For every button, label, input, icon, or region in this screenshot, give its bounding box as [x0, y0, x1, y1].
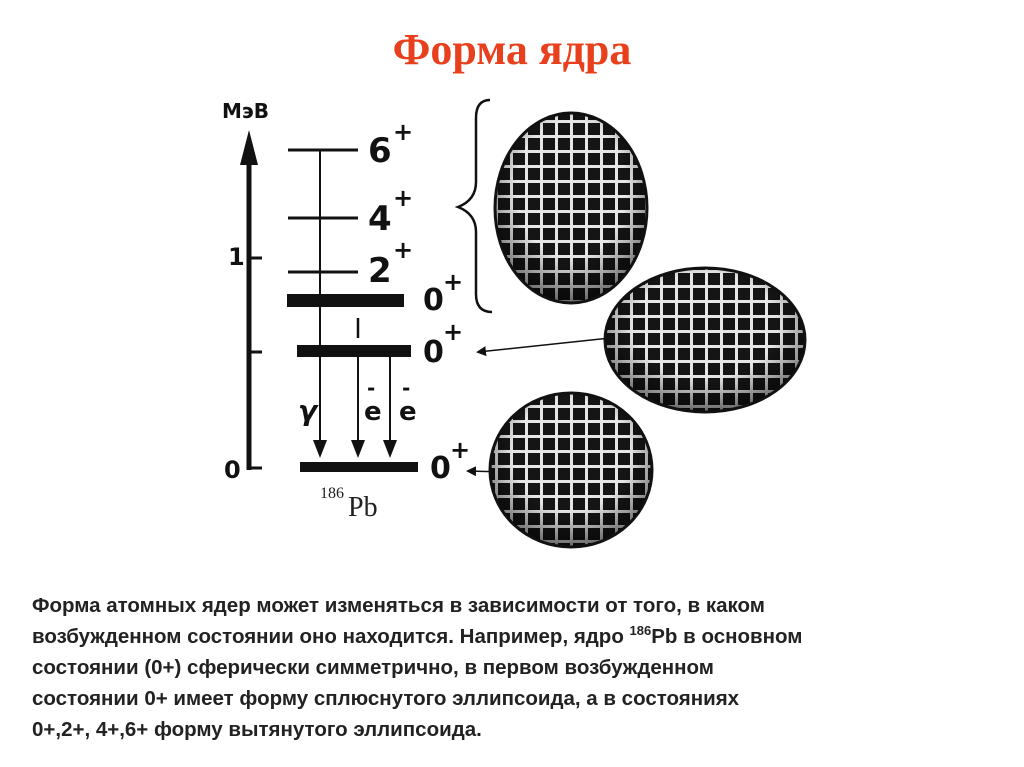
level-label-2	[368, 236, 413, 291]
caption-line: возбужденном состоянии оно находится. Например, ядро $^{186}$Pb в основном	[32, 623, 803, 648]
caption-line: Форма атомных ядер может изменяться в зависимости от того, в каком	[32, 594, 765, 617]
svg-text:2: 2	[368, 251, 392, 291]
level-label-0-third	[423, 268, 463, 318]
svg-text:e: e	[364, 397, 382, 427]
gamma-label: γ	[298, 394, 318, 427]
svg-text:0: 0	[423, 283, 444, 318]
svg-text:0: 0	[430, 451, 451, 486]
level-0-plus-first	[297, 345, 411, 357]
svg-text:+: +	[393, 118, 414, 146]
level-label-0-ground	[430, 436, 470, 486]
axis-tick-zero: 0	[224, 456, 241, 484]
electron-label-2	[399, 376, 417, 427]
axis-tick-one: 1	[228, 243, 245, 271]
svg-text:Pb: Pb	[348, 492, 378, 523]
spherical-nucleus-sphere	[490, 393, 652, 547]
level-label-4	[368, 184, 413, 239]
svg-text:4: 4	[368, 199, 392, 239]
caption-line: состоянии 0+ имеет форму сплюснутого эллипсоида, а в состояниях	[32, 687, 740, 710]
electron-label-1	[364, 376, 382, 427]
svg-text:e: e	[399, 397, 417, 427]
caption-line: 0+,2+, 4+,6+ форму вытянутого эллипсоида.	[32, 718, 482, 741]
svg-text:+: +	[393, 236, 414, 264]
svg-text:0: 0	[423, 335, 444, 370]
svg-text:+: +	[443, 318, 464, 346]
level-0-plus-third	[287, 294, 404, 307]
caption-text	[32, 590, 1002, 745]
level-0-plus-ground	[300, 462, 418, 472]
caption-line: состоянии (0+) сферически симметрично, в первом возбужденном	[32, 656, 714, 679]
pointer-arrow-oblate	[478, 338, 610, 352]
svg-text:+: +	[450, 436, 471, 464]
nucleus-label	[320, 485, 378, 523]
svg-text:-: -	[402, 376, 411, 400]
mass-number-superscript: 186	[629, 623, 652, 639]
axis-unit-label: МэВ	[222, 99, 270, 123]
oblate-nucleus-sphere	[605, 268, 805, 412]
svg-text:+: +	[393, 184, 414, 212]
svg-text:6: 6	[368, 131, 392, 171]
svg-text:+: +	[443, 268, 464, 296]
level-label-6	[368, 118, 413, 171]
slide-title: Форма ядра	[392, 25, 632, 74]
svg-text:186: 186	[320, 485, 344, 502]
svg-text:-: -	[367, 376, 376, 400]
prolate-nucleus-sphere	[495, 113, 647, 303]
energy-axis	[240, 130, 262, 470]
level-label-0-first	[423, 318, 463, 370]
